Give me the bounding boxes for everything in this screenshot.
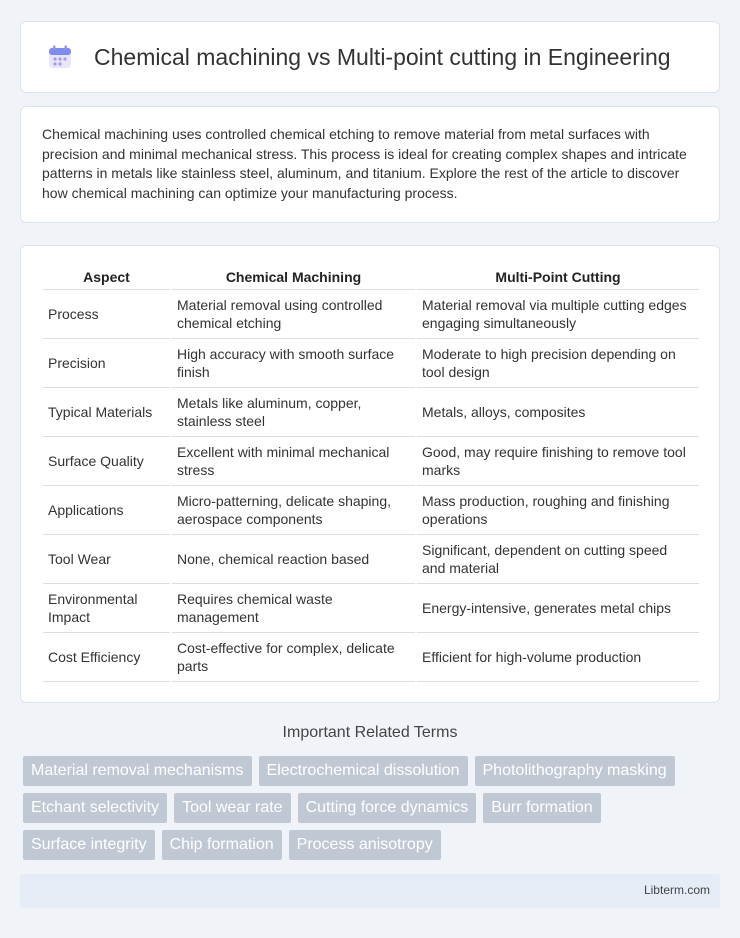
related-terms-list [23, 756, 723, 860]
intro-paragraph: Chemical machining uses controlled chemical etching to remove material from metal surfaces with precision and minimal mechanical stress. This process is ideal for creating complex shapes and intricate patterns in metals like stainless steel, aluminum, and titanium. Explore the rest of the article to discover how chemical machining can optimize your manufacturing process. [42, 126, 687, 201]
related-terms-heading: Important Related Terms [282, 724, 458, 741]
cell-aspect: Typical Materials [43, 388, 170, 437]
cell-multipoint: Metals, alloys, composites [417, 388, 699, 437]
cell-chemical: Cost-effective for complex, delicate parts [172, 633, 415, 682]
cell-aspect: Surface Quality [43, 437, 170, 486]
comparison-card [20, 245, 720, 703]
cell-aspect: Precision [43, 339, 170, 388]
table-row [43, 290, 699, 339]
cell-chemical: Metals like aluminum, copper, stainless steel [172, 388, 415, 437]
table-row [43, 437, 699, 486]
cell-chemical: Excellent with minimal mechanical stress [172, 437, 415, 486]
header-aspect: Aspect [43, 264, 170, 290]
related-term-tag[interactable]: Etchant selectivity [23, 793, 167, 823]
cell-chemical: Requires chemical waste management [172, 584, 415, 633]
table-row [43, 486, 699, 535]
cell-chemical: Micro-patterning, delicate shaping, aerospace components [172, 486, 415, 535]
cell-aspect: Applications [43, 486, 170, 535]
cell-multipoint: Moderate to high precision depending on tool design [417, 339, 699, 388]
cell-chemical: Material removal using controlled chemical etching [172, 290, 415, 339]
related-term-tag[interactable]: Photolithography masking [475, 756, 675, 786]
calendar-icon [47, 44, 73, 70]
cell-aspect: Tool Wear [43, 535, 170, 584]
footer [20, 874, 720, 908]
related-term-tag[interactable]: Cutting force dynamics [298, 793, 477, 823]
header-chemical-machining: Chemical Machining [172, 264, 415, 290]
cell-multipoint: Efficient for high-volume production [417, 633, 699, 682]
related-term-tag[interactable]: Electrochemical dissolution [259, 756, 468, 786]
cell-multipoint: Mass production, roughing and finishing operations [417, 486, 699, 535]
cell-multipoint: Material removal via multiple cutting edges engaging simultaneously [417, 290, 699, 339]
related-term-tag[interactable]: Tool wear rate [174, 793, 291, 823]
title-card [20, 21, 720, 93]
cell-multipoint: Energy-intensive, generates metal chips [417, 584, 699, 633]
related-term-tag[interactable]: Chip formation [162, 830, 282, 860]
header-multi-point-cutting: Multi-Point Cutting [417, 264, 699, 290]
related-term-tag[interactable]: Material removal mechanisms [23, 756, 252, 786]
related-term-tag[interactable]: Process anisotropy [289, 830, 441, 860]
cell-aspect: Environmental Impact [43, 584, 170, 633]
table-row [43, 584, 699, 633]
cell-chemical: High accuracy with smooth surface finish [172, 339, 415, 388]
page-title: Chemical machining vs Multi-point cutting in Engineering [94, 43, 671, 70]
table-row [43, 535, 699, 584]
table-row [43, 339, 699, 388]
comparison-table [41, 264, 701, 682]
table-header-row [43, 264, 699, 290]
related-term-tag[interactable]: Surface integrity [23, 830, 155, 860]
cell-multipoint: Good, may require finishing to remove tool marks [417, 437, 699, 486]
cell-multipoint: Significant, dependent on cutting speed and material [417, 535, 699, 584]
related-term-tag[interactable]: Burr formation [483, 793, 600, 823]
cell-aspect: Cost Efficiency [43, 633, 170, 682]
cell-aspect: Process [43, 290, 170, 339]
intro-card [20, 106, 720, 223]
footer-site-link[interactable]: Libterm.com [643, 883, 710, 897]
table-row [43, 633, 699, 682]
cell-chemical: None, chemical reaction based [172, 535, 415, 584]
table-row [43, 388, 699, 437]
